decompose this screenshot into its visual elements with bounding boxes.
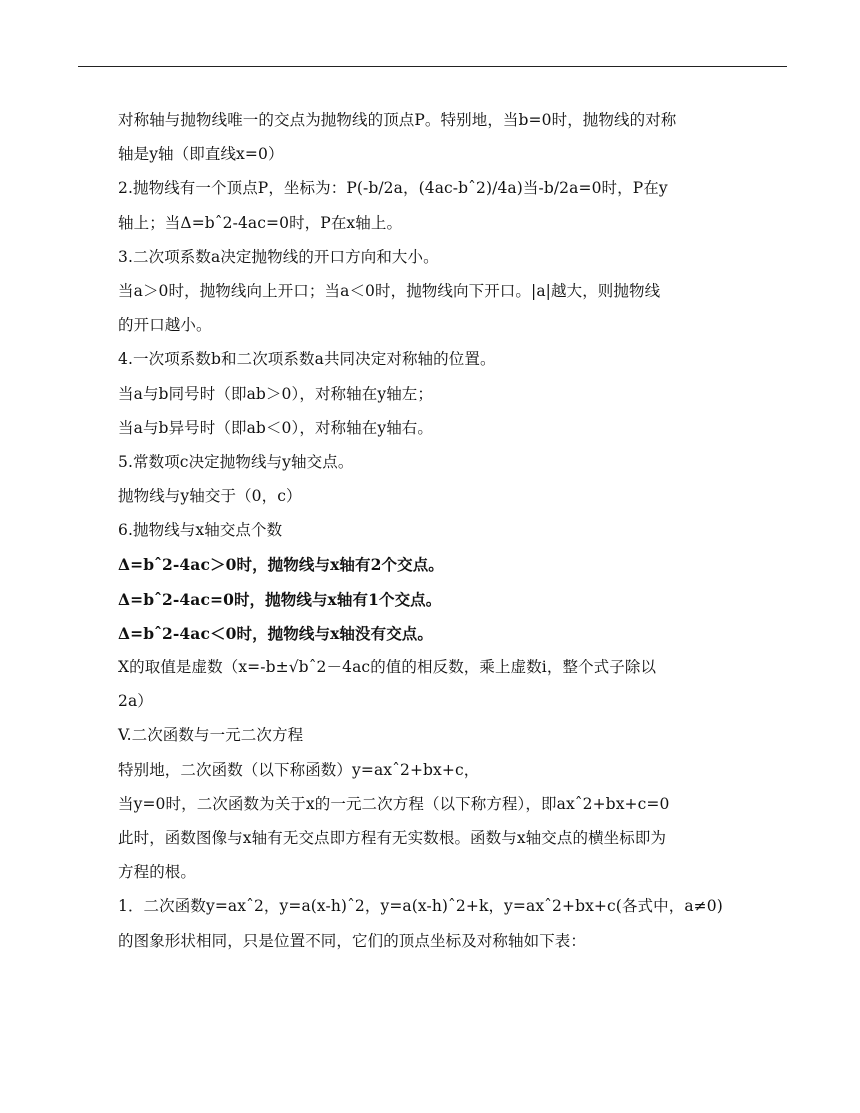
text-line: 1．二次函数y=axˆ2，y=a(x-h)ˆ2，y=a(x-h)ˆ2+k，y=axˆ2+bx+c(各式中，a≠0): [118, 897, 723, 916]
bold-text-line: Δ=bˆ2-4ac＜0时，抛物线与x轴没有交点。: [118, 623, 434, 643]
text-line: 当a与b同号时（即ab＞0），对称轴在y轴左；: [118, 384, 433, 403]
text-line: 的开口越小。: [118, 316, 212, 335]
text-line: 特别地，二次函数（以下称函数）y=axˆ2+bx+c，: [118, 760, 480, 779]
text-line: 6.抛物线与x轴交点个数: [118, 521, 283, 540]
text-line: 2.抛物线有一个顶点P，坐标为：P(-b/2a，(4ac-bˆ2)/4a)当-b/2a=0时，P在y: [118, 179, 668, 198]
bold-text-line: Δ=bˆ2-4ac＞0时，抛物线与x轴有2个交点。: [118, 555, 444, 575]
header-rule: [78, 66, 787, 67]
text-line: 3.二次项系数a决定抛物线的开口方向和大小。: [118, 247, 439, 266]
bold-text-line: Δ=bˆ2-4ac=0时，抛物线与x轴有1个交点。: [118, 589, 442, 609]
text-line: 当a＞0时，抛物线向上开口；当a＜0时，抛物线向下开口。|a|越大，则抛物线: [118, 281, 661, 300]
document-body: [118, 112, 748, 967]
text-line: 5.常数项c决定抛物线与y轴交点。: [118, 452, 354, 471]
text-line: X的取值是虚数（x=-b±√bˆ2－4ac的值的相反数，乘上虚数i，整个式子除以: [118, 658, 657, 676]
text-line: 当a与b异号时（即ab＜0），对称轴在y轴右。: [118, 418, 433, 437]
text-line: 对称轴与抛物线唯一的交点为抛物线的顶点P。特别地，当b=0时，抛物线的对称: [118, 111, 677, 129]
text-line: 此时，函数图像与x轴有无交点即方程有无实数根。函数与x轴交点的横坐标即为: [118, 828, 667, 847]
text-line: 2a）: [118, 692, 153, 711]
text-line: 抛物线与y轴交于（0，c）: [118, 487, 302, 506]
section-heading: V.二次函数与一元二次方程: [118, 726, 304, 745]
text-line: 轴是y轴（即直线x=0）: [118, 145, 284, 164]
text-line: 4.一次项系数b和二次项系数a共同决定对称轴的位置。: [118, 350, 496, 369]
text-line: 轴上；当Δ=bˆ2-4ac=0时，P在x轴上。: [118, 213, 403, 232]
text-line: 当y=0时，二次函数为关于x的一元二次方程（以下称方程），即axˆ2+bx+c=0: [118, 794, 670, 813]
text-line: 的图象形状相同，只是位置不同，它们的顶点坐标及对称轴如下表：: [118, 931, 587, 950]
text-line: 方程的根。: [118, 863, 197, 882]
